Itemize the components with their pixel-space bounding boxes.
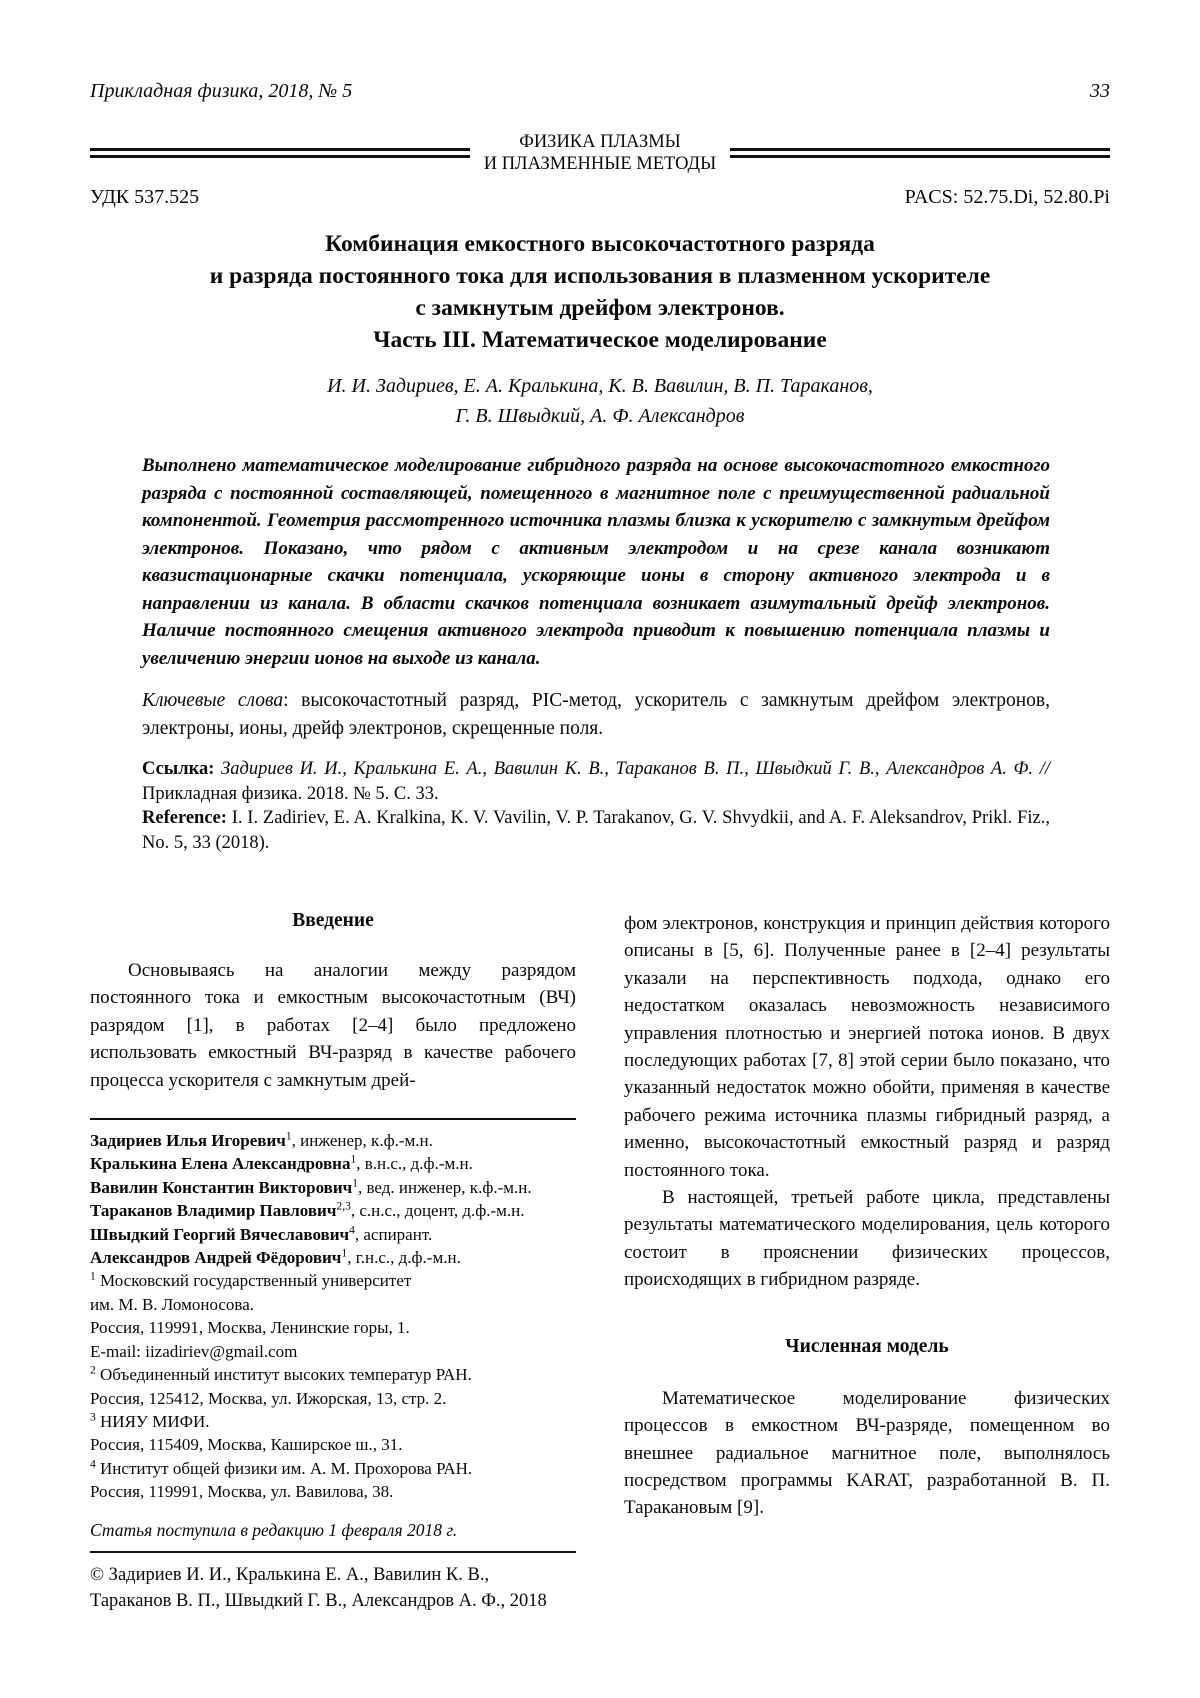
affiliation-text: НИЯУ МИФИ. [95, 1411, 210, 1431]
section-banner [90, 131, 1110, 175]
footnote-author-line [90, 1152, 576, 1175]
author-superscript: 4 [349, 1223, 355, 1236]
author-superscript: 2,3 [336, 1199, 351, 1213]
author-name: Тараканов Владимир Павлович [90, 1201, 337, 1221]
affiliation-superscript: 1 [90, 1269, 96, 1283]
citation-ru-source: Прикладная физика. 2018. № 5. С. 33. [142, 783, 439, 804]
citation-en-label: Reference: [142, 808, 227, 829]
affiliation-text: E-mail: iizadiriev@gmail.com [90, 1341, 298, 1361]
copyright-line-1: © Задириев И. И., Кралькина Е. А., Вавилин К. В., [90, 1564, 490, 1585]
author-role: , в.н.с., д.ф.-м.н. [356, 1154, 473, 1174]
page-number: 33 [1090, 80, 1110, 102]
abstract [142, 452, 1050, 672]
affiliation-text: Россия, 125412, Москва, ул. Ижорская, 13, стр. 2. [90, 1388, 447, 1408]
author-role: , вед. инженер, к.ф.-м.н. [358, 1177, 532, 1197]
introduction-paragraph: Основываясь на аналогии между разрядом постоянного тока и емкостным высокочастотным (ВЧ) разрядом [1], в работах [2–4] было предложено использовать емкостный ВЧ-разряд в качестве рабочего процесса ускорителя с замкнутым дрей- [90, 960, 576, 1091]
section-banner-text [470, 131, 731, 175]
keywords-text: : высокочастотный разряд, PIC-метод, ускоритель с замкнутым дрейфом электронов, электроны, ионы, дрейф электронов, скрещенные поля. [142, 690, 1050, 739]
keywords [142, 687, 1050, 742]
body-paragraph-1: фом электронов, конструкция и принцип действия которого описаны в [5, 6]. Полученные ранее в [2–4] результаты указали на перспективность подхода, однако его недостатком оказалась невозможность независимого управления плотностью и энергией потока ионов. В двух последующих работах [7, 8] этой серии было показано, что указанный недостаток можно обойти, применяя в качестве рабочего режима источника плазмы гибридный разряд, а именно, высокочастотный емкостный разряд и разряд постоянного тока. [624, 913, 1110, 1181]
affiliation-line [90, 1410, 576, 1433]
copyright-line-2: Тараканов В. П., Швыдкий Г. В., Александров А. Ф., 2018 [90, 1590, 547, 1611]
author-name: Кралькина Елена Александровна [90, 1154, 351, 1174]
author-superscript: 1 [352, 1176, 358, 1190]
double-rule-left [90, 148, 470, 158]
article-title-line: Комбинация емкостного высокочастотного разряда [325, 231, 875, 257]
footnote-separator [90, 1118, 576, 1120]
introduction-heading: Введение [292, 910, 374, 931]
authors-list [90, 371, 1110, 431]
double-rule-right [730, 148, 1110, 158]
citations [142, 757, 1050, 855]
classification-codes [90, 186, 1110, 209]
right-column [624, 910, 1110, 1614]
footnote-author-line [90, 1246, 576, 1269]
author-role: , инженер, к.ф.-м.н. [291, 1131, 433, 1151]
section-banner-line-2: И ПЛАЗМЕННЫЕ МЕТОДЫ [483, 154, 717, 174]
citation-en [142, 806, 1050, 855]
affiliation-text: Россия, 119991, Москва, Ленинские горы, 1. [90, 1318, 410, 1338]
affiliation-line [90, 1269, 576, 1292]
citation-ru-label: Ссылка: [142, 759, 215, 779]
author-name: Задириев Илья Игоревич [90, 1131, 286, 1151]
affiliation-line [90, 1387, 576, 1410]
affiliation-line [90, 1480, 576, 1503]
citation-ru [142, 757, 1050, 806]
affiliation-line [90, 1433, 576, 1456]
footnote-author-line [90, 1129, 576, 1152]
author-name: Вавилин Константин Викторович [90, 1177, 353, 1197]
affiliation-text: Россия, 119991, Москва, ул. Вавилова, 38. [90, 1482, 394, 1502]
journal-title: Прикладная физика, 2018, № 5 [90, 80, 353, 102]
affiliation-text: Московский государственный университет [95, 1271, 412, 1291]
affiliation-text: Россия, 115409, Москва, Каширское ш., 31. [90, 1435, 403, 1455]
author-footnote [90, 1118, 576, 1614]
affiliation-line [90, 1340, 576, 1363]
received-note: Статья поступила в редакцию 1 февраля 2018 г. [90, 1519, 458, 1540]
article-title-line: и разряда постоянного тока для использования в плазменном ускорителе [209, 263, 991, 289]
pacs-code: PACS: 52.75.Di, 52.80.Pi [904, 186, 1110, 208]
affiliation-line [90, 1363, 576, 1386]
numerical-model-heading: Численная модель [785, 1335, 949, 1357]
footnote-author-line [90, 1223, 576, 1246]
copyright-separator [90, 1551, 576, 1553]
article-title-line: Часть III. Математическое моделирование [373, 327, 827, 353]
affiliation-superscript: 4 [90, 1457, 96, 1471]
footnote-author-line [90, 1176, 576, 1199]
article-title-line: с замкнутым дрейфом электронов. [415, 295, 785, 321]
citation-ru-authors: Задириев И. И., Кралькина Е. А., Вавилин К. В., Тараканов В. П., Швыдкий Г. В., Александров А. Ф. // [221, 759, 1051, 779]
author-superscript: 1 [350, 1152, 357, 1166]
affiliation-line [90, 1316, 576, 1339]
article-title [90, 228, 1110, 356]
abstract-text: Выполнено математическое моделирование гибридного разряда на основе высокочастотного емкостного разряда с постоянной составляющей, помещенного в магнитное поле с преимущественной радиальной компонентой. Геометрия рассмотренного источника плазмы близка к ускорителю с замкнутым дрейфом электронов. Показано, что рядом с активным электродом и на срезе канала возникают квазистационарные скачки потенциала, ускоряющие ионы в сторону активного электрода и в направлении из канала. В области скачков потенциала возникает азимутальный дрейф электронов. Наличие постоянного смещения активного электрода приводит к повышению потенциала плазмы и увеличению энергии ионов на выходе из канала. [142, 455, 1050, 669]
affiliation-superscript: 2 [90, 1363, 96, 1377]
author-superscript: 1 [285, 1129, 292, 1143]
author-name: Швыдкий Георгий Вячеславович [90, 1224, 350, 1244]
authors-line-2: Г. В. Швыдкий, А. Ф. Александров [455, 405, 745, 427]
citation-en-text: I. I. Zadiriev, E. A. Kralkina, K. V. Vavilin, V. P. Tarakanov, G. V. Shvydkii, and A. F. Aleksandrov, Prikl. Fiz., No. 5, 33 (2018). [142, 808, 1050, 853]
authors-line-1: И. И. Задириев, Е. А. Кралькина, К. В. Вавилин, В. П. Тараканов, [327, 375, 873, 397]
affiliation-line [90, 1293, 576, 1316]
author-role: , аспирант. [354, 1224, 433, 1244]
author-superscript: 1 [341, 1246, 348, 1260]
affiliation-text: Объединенный институт высоких температур РАН. [95, 1365, 472, 1385]
section-banner-line-1: ФИЗИКА ПЛАЗМЫ [519, 132, 681, 152]
author-role: , с.н.с., доцент, д.ф.-м.н. [350, 1201, 525, 1221]
body-paragraph-3: Математическое моделирование физических процессов в емкостном ВЧ-разряде, помещенном во внешнее радиальное магнитное поле, выполнялось посредством программы KARAT, разработанной В. П. Таракановым [9]. [624, 1387, 1110, 1519]
body-paragraph-2: В настоящей, третьей работе цикла, представлены результаты математического моделирования, цель которого состоит в прояснении физических процессов, происходящих в гибридном разряде. [624, 1187, 1110, 1291]
affiliation-superscript: 3 [90, 1410, 96, 1424]
copyright-block [90, 1551, 576, 1614]
author-role: , г.н.с., д.ф.-м.н. [347, 1248, 461, 1268]
author-name: Александров Андрей Фёдорович [90, 1248, 342, 1268]
udk-code: УДК 537.525 [90, 186, 200, 208]
affiliation-text: Институт общей физики им. А. М. Прохорова РАН. [95, 1458, 473, 1478]
two-column-body [90, 910, 1110, 1614]
affiliation-line [90, 1457, 576, 1480]
footnote-author-line [90, 1199, 576, 1222]
keywords-label: Ключевые слова [142, 690, 284, 711]
left-column [90, 910, 576, 1614]
running-head [90, 80, 1110, 103]
affiliation-text: им. М. В. Ломоносова. [90, 1294, 255, 1314]
